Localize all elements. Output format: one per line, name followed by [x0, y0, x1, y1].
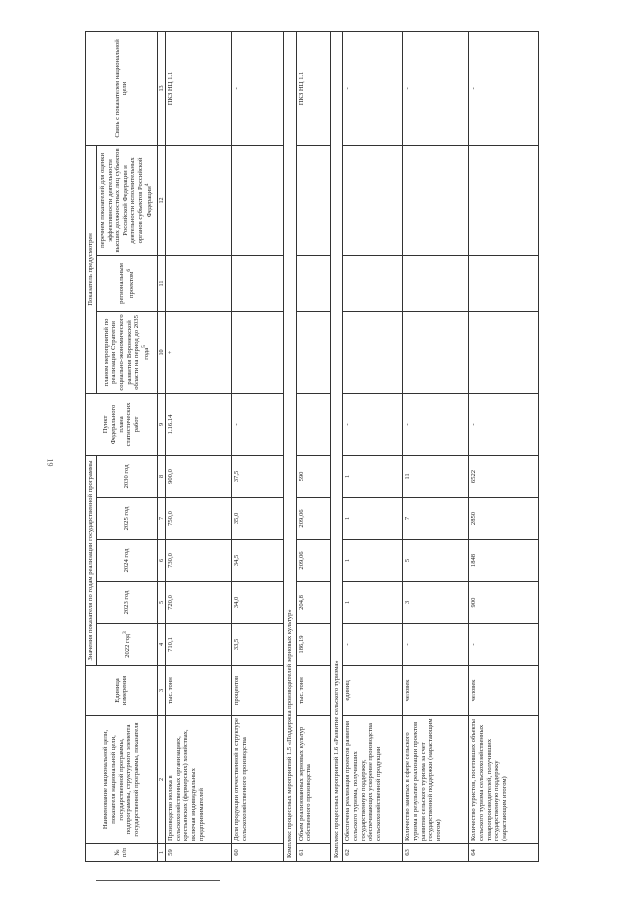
value-2024: 730,0 [166, 540, 232, 582]
section-row [284, 31, 297, 861]
col-number: 10 [157, 311, 166, 393]
strategy-mark [296, 311, 330, 393]
col-number: 5 [157, 582, 166, 624]
table-row [469, 31, 539, 861]
national-goal-link: - [469, 31, 539, 145]
fed-plan-item: - [343, 393, 403, 455]
strategy-mark [343, 311, 403, 393]
indicators-table [85, 31, 539, 862]
footnote-separator [96, 880, 220, 881]
fed-plan-item: - [403, 393, 469, 455]
strategy-mark [403, 311, 469, 393]
header-link: Связь с показателем национальной цели [86, 31, 158, 145]
value-2024: 5 [403, 540, 469, 582]
perf-mark [296, 145, 330, 255]
value-2024: 1848 [469, 540, 539, 582]
table-row [232, 31, 284, 861]
table-row [296, 31, 330, 861]
col-number: 2 [157, 716, 166, 844]
fed-plan-item: 1.16.14 [166, 393, 232, 455]
header-perf: перечнем показателей для оценки эффективности деятельности высших должностных лиц субъектов Российской Федерации и деятельности исполнительных органов субъектов Российской Федерации$^4$ [96, 145, 157, 255]
value-2030: 590 [296, 455, 330, 497]
indicator-name: Количество туристов, посетивших объекты сельского туризма сельскохозяйственных товаропроизводителей, получивших государственную поддержку (нарастающим итогом) [469, 716, 539, 844]
value-2023: 720,0 [166, 582, 232, 624]
value-2025: 7 [403, 498, 469, 540]
row-number: 64 [469, 844, 539, 862]
col-number: 1 [157, 844, 166, 862]
unit: тыс. тонн [296, 666, 330, 716]
unit: человек [469, 666, 539, 716]
value-2022: - [469, 624, 539, 666]
section-title: Комплекс процессных мероприятий 1.6 «Развитие сельского туризма» [330, 31, 343, 861]
rows-group-b [296, 31, 330, 861]
page-number: 19 [45, 458, 55, 467]
regional-mark [296, 255, 330, 311]
row-number: 60 [232, 844, 284, 862]
value-2025: 1 [343, 498, 403, 540]
unit: человек [403, 666, 469, 716]
strategy-mark [232, 311, 284, 393]
national-goal-link: ПКЗ НЦ 1.1 [296, 31, 330, 145]
row-number: 61 [296, 844, 330, 862]
col-number: 12 [157, 145, 166, 255]
value-2024: 1 [343, 540, 403, 582]
unit: единиц [343, 666, 403, 716]
perf-mark [166, 145, 232, 255]
regional-mark [343, 255, 403, 311]
header-num: № п/п [86, 844, 158, 862]
value-2023: 34,0 [232, 582, 284, 624]
col-number: 9 [157, 393, 166, 455]
value-2030: 1 [343, 455, 403, 497]
value-2022: 186,19 [296, 624, 330, 666]
col-number: 11 [157, 255, 166, 311]
value-2030: 11 [403, 455, 469, 497]
row-number: 59 [166, 844, 232, 862]
header-fed-plan: Пункт Федерального плана статистических работ [86, 393, 158, 455]
strategy-mark: + [166, 311, 232, 393]
header-name: Наименование национальной цели, показателя национальной цели, государственной программы, подпрограммы, структурного элемента государственной программы, показателя [86, 716, 158, 844]
rows-group-c [343, 31, 539, 861]
col-number: 6 [157, 540, 166, 582]
table-row [343, 31, 403, 861]
value-2024: 34,5 [232, 540, 284, 582]
header-values-group: Значения показателя по годам реализации государственной программы [86, 455, 97, 665]
value-2025: 750,0 [166, 498, 232, 540]
header-year-2023: 2023 год [96, 582, 157, 624]
value-2023: 900 [469, 582, 539, 624]
value-2030: 900,0 [166, 455, 232, 497]
column-numbers-row [157, 31, 166, 861]
unit: тыс. тонн [166, 666, 232, 716]
value-2022: 710,1 [166, 624, 232, 666]
value-2025: 2850 [469, 498, 539, 540]
fed-plan-item: - [232, 393, 284, 455]
perf-mark [343, 145, 403, 255]
header-year-2022: 2022 год$^3$ [96, 624, 157, 666]
value-2025: 209,06 [296, 498, 330, 540]
fed-plan-item [296, 393, 330, 455]
col-number: 13 [157, 31, 166, 145]
section-title: Комплекс процессных мероприятий 1.5 «Поддержка производителей зерновых культур» [284, 31, 297, 861]
value-2025: 35,0 [232, 498, 284, 540]
header-year-2030: 2030 год [96, 455, 157, 497]
header-indicator-group: Показатель предусмотрен [86, 145, 97, 393]
indicator-name: Доля продукции отечественной в структуре сельскохозяйственного производства [232, 716, 284, 844]
national-goal-link: - [232, 31, 284, 145]
table-row [166, 31, 232, 861]
national-goal-link: ПКЗ НЦ 1.1 [166, 31, 232, 145]
col-number: 7 [157, 498, 166, 540]
indicator-name: Производство молока в сельскохозяйственных организациях, крестьянских (фермерских) хозяйствах, включая индивидуальных предпринимателей [166, 716, 232, 844]
regional-mark [166, 255, 232, 311]
unit: процентов [232, 666, 284, 716]
header-unit: Единица измерения [86, 666, 158, 716]
section-row [330, 31, 343, 861]
regional-mark [232, 255, 284, 311]
regional-mark [469, 255, 539, 311]
header-regional: региональным проектом$^6$ [96, 255, 157, 311]
value-2030: 6522 [469, 455, 539, 497]
value-2022: - [403, 624, 469, 666]
value-2022: - [343, 624, 403, 666]
perf-mark [232, 145, 284, 255]
national-goal-link: - [403, 31, 469, 145]
value-2023: 3 [403, 582, 469, 624]
row-number: 63 [403, 844, 469, 862]
perf-mark [469, 145, 539, 255]
header-row-1 [86, 31, 97, 861]
national-goal-link: - [343, 31, 403, 145]
indicator-name: Количество занятых в сфере сельского туризма в результате реализации проектов развития сельского туризма за счет государственной поддержки (нарастающим итогом) [403, 716, 469, 844]
indicator-name: Объем реализованных зерновых культур собственного производства [296, 716, 330, 844]
value-2024: 209,06 [296, 540, 330, 582]
rotated-table-container [85, 32, 605, 862]
header-year-2024: 2024 год [96, 540, 157, 582]
strategy-mark [469, 311, 539, 393]
rows-group-a [166, 31, 284, 861]
row-number: 62 [343, 844, 403, 862]
fed-plan-item: - [469, 393, 539, 455]
col-number: 4 [157, 624, 166, 666]
col-number: 8 [157, 455, 166, 497]
header-strategy: планом мероприятий по реализации Стратегии социально-экономического развития Воронежской области на период до 2035 года$^5$ [96, 311, 157, 393]
table-row [403, 31, 469, 861]
perf-mark [403, 145, 469, 255]
indicator-name: Обеспечена реализация проектов развития сельского туризма, получивших государственную поддержку, обеспечивающих ускорение производства сельскохозяйственной продукции [343, 716, 403, 844]
value-2023: 204,8 [296, 582, 330, 624]
header-year-2025: 2025 год [96, 498, 157, 540]
regional-mark [403, 255, 469, 311]
col-number: 3 [157, 666, 166, 716]
value-2030: 37,5 [232, 455, 284, 497]
value-2023: 1 [343, 582, 403, 624]
value-2022: 33,5 [232, 624, 284, 666]
